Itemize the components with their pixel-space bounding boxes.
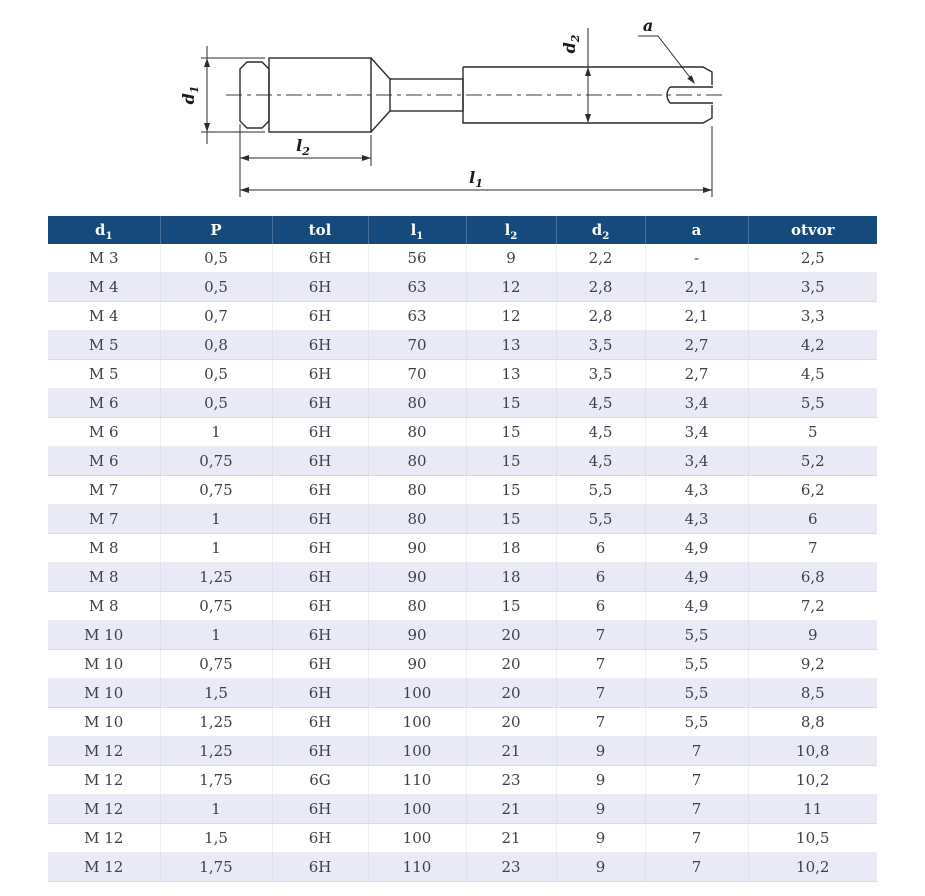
table-cell: 6H: [272, 244, 368, 273]
table-cell: 5: [748, 418, 877, 447]
table-cell: 4,3: [645, 505, 748, 534]
table-cell: 6H: [272, 534, 368, 563]
table-cell: 80: [368, 476, 466, 505]
table-cell: M 12: [48, 766, 160, 795]
table-cell: 110: [368, 766, 466, 795]
table-cell: 11: [748, 795, 877, 824]
table-row: [48, 476, 877, 505]
spec-table: [48, 216, 877, 882]
table-cell: 70: [368, 331, 466, 360]
table-cell: 6H: [272, 592, 368, 621]
table-cell: M 7: [48, 505, 160, 534]
table-cell: M 6: [48, 447, 160, 476]
dimension-d2: [560, 28, 591, 123]
table-cell: 3,4: [645, 447, 748, 476]
table-cell: 0,75: [160, 650, 272, 679]
table-cell: 21: [466, 824, 556, 853]
neck-taper-bottom: [371, 111, 390, 132]
table-cell: M 5: [48, 331, 160, 360]
table-cell: 0,5: [160, 360, 272, 389]
table-cell: 4,2: [748, 331, 877, 360]
table-cell: M 10: [48, 650, 160, 679]
table-cell: 9,2: [748, 650, 877, 679]
table-cell: 4,5: [556, 389, 645, 418]
column-header-l2: $l_2$: [466, 216, 556, 244]
label-d2: $d_2$: [560, 34, 582, 54]
label-l2: $l_2$: [296, 136, 310, 158]
table-cell: 3,5: [556, 331, 645, 360]
table-cell: 5,5: [645, 679, 748, 708]
table-cell: 1: [160, 621, 272, 650]
table-cell: 5,2: [748, 447, 877, 476]
table-cell: 2,8: [556, 273, 645, 302]
table-cell: 4,9: [645, 534, 748, 563]
table-cell: M 7: [48, 476, 160, 505]
table-cell: 90: [368, 650, 466, 679]
table-cell: 6: [556, 534, 645, 563]
table-cell: 100: [368, 737, 466, 766]
table-cell: 15: [466, 418, 556, 447]
table-cell: 5,5: [645, 621, 748, 650]
table-cell: 0,75: [160, 476, 272, 505]
table-cell: 8,5: [748, 679, 877, 708]
table-cell: 7: [556, 621, 645, 650]
table-cell: 3,5: [748, 273, 877, 302]
table-cell: 3,5: [556, 360, 645, 389]
neck-taper-top: [371, 58, 390, 79]
table-cell: 13: [466, 331, 556, 360]
table-row: [48, 795, 877, 824]
table-row: [48, 418, 877, 447]
table-header-row: [48, 216, 877, 244]
table-cell: -: [645, 244, 748, 273]
label-a: a: [642, 16, 654, 35]
table-cell: 1,75: [160, 766, 272, 795]
table-cell: 23: [466, 853, 556, 882]
table-cell: 10,2: [748, 766, 877, 795]
table-cell: 6H: [272, 679, 368, 708]
table-cell: 15: [466, 505, 556, 534]
table-cell: 6: [748, 505, 877, 534]
label-l1: $l_1$: [469, 168, 483, 190]
table-cell: 6H: [272, 418, 368, 447]
table-cell: M 8: [48, 592, 160, 621]
table-cell: 9: [748, 621, 877, 650]
table-cell: 9: [556, 824, 645, 853]
table-cell: 10,5: [748, 824, 877, 853]
table-cell: 7: [748, 534, 877, 563]
table-cell: 10,8: [748, 737, 877, 766]
table-cell: 5,5: [645, 650, 748, 679]
table-cell: 6H: [272, 563, 368, 592]
table-cell: 3,4: [645, 389, 748, 418]
table-cell: 4,9: [645, 563, 748, 592]
table-cell: 20: [466, 621, 556, 650]
table-cell: 9: [556, 853, 645, 882]
table-cell: 2,5: [748, 244, 877, 273]
table-cell: 2,1: [645, 273, 748, 302]
table-cell: 6H: [272, 447, 368, 476]
table-cell: 7: [556, 650, 645, 679]
table-row: [48, 360, 877, 389]
table-cell: 10,2: [748, 853, 877, 882]
table-row: [48, 273, 877, 302]
table-row: [48, 505, 877, 534]
table-cell: M 12: [48, 795, 160, 824]
table-cell: 21: [466, 737, 556, 766]
dimension-l2: [240, 124, 371, 197]
table-cell: 9: [556, 766, 645, 795]
column-header-p: P: [160, 216, 272, 244]
table-cell: 7: [645, 766, 748, 795]
table-cell: 2,8: [556, 302, 645, 331]
table-cell: M 4: [48, 302, 160, 331]
table-cell: 6,8: [748, 563, 877, 592]
table-cell: M 10: [48, 708, 160, 737]
table-cell: 6: [556, 563, 645, 592]
table-cell: 23: [466, 766, 556, 795]
table-cell: M 8: [48, 563, 160, 592]
table-cell: 5,5: [556, 476, 645, 505]
table-cell: 1,25: [160, 708, 272, 737]
table-row: [48, 621, 877, 650]
table-cell: 6H: [272, 824, 368, 853]
table-cell: 7,2: [748, 592, 877, 621]
table-cell: 6H: [272, 708, 368, 737]
table-cell: 6H: [272, 621, 368, 650]
table-cell: 1,75: [160, 853, 272, 882]
table-cell: 3,3: [748, 302, 877, 331]
table-cell: 70: [368, 360, 466, 389]
table-cell: 4,5: [556, 447, 645, 476]
column-header-d2: $d_2$: [556, 216, 645, 244]
table-cell: 12: [466, 302, 556, 331]
table-cell: 6H: [272, 476, 368, 505]
table-cell: 7: [645, 795, 748, 824]
table-cell: 6H: [272, 273, 368, 302]
table-cell: 3,4: [645, 418, 748, 447]
table-cell: 15: [466, 447, 556, 476]
table-row: [48, 824, 877, 853]
table-row: [48, 708, 877, 737]
table-row: [48, 534, 877, 563]
table-row: [48, 389, 877, 418]
table-cell: 4,5: [748, 360, 877, 389]
table-cell: 20: [466, 650, 556, 679]
table-cell: 100: [368, 708, 466, 737]
table-cell: 15: [466, 389, 556, 418]
table-cell: 6H: [272, 360, 368, 389]
table-cell: 0,7: [160, 302, 272, 331]
table-cell: 7: [556, 708, 645, 737]
table-cell: 1: [160, 505, 272, 534]
table-cell: 13: [466, 360, 556, 389]
table-cell: 6,2: [748, 476, 877, 505]
table-cell: 110: [368, 853, 466, 882]
table-cell: 0,5: [160, 273, 272, 302]
table-row: [48, 447, 877, 476]
table-cell: 20: [466, 708, 556, 737]
column-header-d1: $d_1$: [48, 216, 160, 244]
table-cell: 63: [368, 273, 466, 302]
table-cell: 1,25: [160, 563, 272, 592]
table-cell: 100: [368, 824, 466, 853]
table-cell: 90: [368, 563, 466, 592]
table-cell: 80: [368, 592, 466, 621]
table-cell: 80: [368, 418, 466, 447]
table-cell: 6H: [272, 853, 368, 882]
table-cell: 20: [466, 679, 556, 708]
table-cell: 5,5: [645, 708, 748, 737]
table-cell: 90: [368, 534, 466, 563]
table-cell: 100: [368, 679, 466, 708]
table-cell: 80: [368, 505, 466, 534]
table-cell: 100: [368, 795, 466, 824]
table-cell: 80: [368, 389, 466, 418]
table-row: [48, 592, 877, 621]
table-cell: 2,7: [645, 331, 748, 360]
table-cell: 4,9: [645, 592, 748, 621]
table-cell: M 8: [48, 534, 160, 563]
table-cell: 18: [466, 563, 556, 592]
table-cell: M 12: [48, 824, 160, 853]
table-row: [48, 679, 877, 708]
table-cell: 1,5: [160, 824, 272, 853]
column-header-tol: tol: [272, 216, 368, 244]
table-cell: 12: [466, 273, 556, 302]
table-cell: 7: [645, 737, 748, 766]
table-cell: 21: [466, 795, 556, 824]
table-row: [48, 244, 877, 273]
table-cell: 7: [645, 824, 748, 853]
table-cell: M 4: [48, 273, 160, 302]
table-cell: 4,3: [645, 476, 748, 505]
tap-drawing-svg: [0, 0, 925, 212]
table-cell: 0,75: [160, 447, 272, 476]
table-cell: 0,8: [160, 331, 272, 360]
table-cell: M 10: [48, 679, 160, 708]
table-cell: 8,8: [748, 708, 877, 737]
table-cell: 7: [556, 679, 645, 708]
table-body: [48, 244, 877, 882]
table-cell: 6G: [272, 766, 368, 795]
table-cell: 6H: [272, 737, 368, 766]
table-cell: 1: [160, 795, 272, 824]
table-cell: 9: [556, 795, 645, 824]
table-cell: M 5: [48, 360, 160, 389]
table-row: [48, 563, 877, 592]
table-cell: 2,7: [645, 360, 748, 389]
table-cell: 80: [368, 447, 466, 476]
table-row: [48, 650, 877, 679]
table-cell: 0,75: [160, 592, 272, 621]
table-cell: 0,5: [160, 389, 272, 418]
table-cell: 6H: [272, 795, 368, 824]
table-cell: 63: [368, 302, 466, 331]
table-cell: 4,5: [556, 418, 645, 447]
table-row: [48, 302, 877, 331]
table-cell: 7: [645, 853, 748, 882]
table-row: [48, 853, 877, 882]
table-cell: 5,5: [748, 389, 877, 418]
table-cell: M 12: [48, 853, 160, 882]
table-cell: 6H: [272, 302, 368, 331]
table-cell: 6H: [272, 331, 368, 360]
table-cell: 1,25: [160, 737, 272, 766]
table-cell: 9: [466, 244, 556, 273]
table-cell: 6: [556, 592, 645, 621]
dimension-a: [638, 16, 695, 84]
column-header-otvor: otvor: [748, 216, 877, 244]
table-cell: 5,5: [556, 505, 645, 534]
table-row: [48, 737, 877, 766]
table-cell: M 12: [48, 737, 160, 766]
table-cell: 1: [160, 534, 272, 563]
table-row: [48, 766, 877, 795]
table-cell: 15: [466, 476, 556, 505]
table-cell: 18: [466, 534, 556, 563]
table-cell: 6H: [272, 389, 368, 418]
column-header-a: a: [645, 216, 748, 244]
dimension-l1: [240, 126, 712, 197]
label-d1: $d_1$: [179, 85, 201, 105]
table-cell: 1,5: [160, 679, 272, 708]
table-cell: 56: [368, 244, 466, 273]
dimension-d1: [179, 46, 265, 144]
table-cell: M 10: [48, 621, 160, 650]
table-cell: M 6: [48, 389, 160, 418]
table-cell: 6H: [272, 505, 368, 534]
table-cell: 15: [466, 592, 556, 621]
table-cell: 0,5: [160, 244, 272, 273]
table-cell: 90: [368, 621, 466, 650]
table-cell: M 3: [48, 244, 160, 273]
table-cell: 6H: [272, 650, 368, 679]
table-cell: 1: [160, 418, 272, 447]
table-cell: 2,1: [645, 302, 748, 331]
table-row: [48, 331, 877, 360]
table-cell: M 6: [48, 418, 160, 447]
column-header-l1: $l_1$: [368, 216, 466, 244]
technical-drawing: [0, 0, 925, 212]
table-cell: 2,2: [556, 244, 645, 273]
table-cell: 9: [556, 737, 645, 766]
